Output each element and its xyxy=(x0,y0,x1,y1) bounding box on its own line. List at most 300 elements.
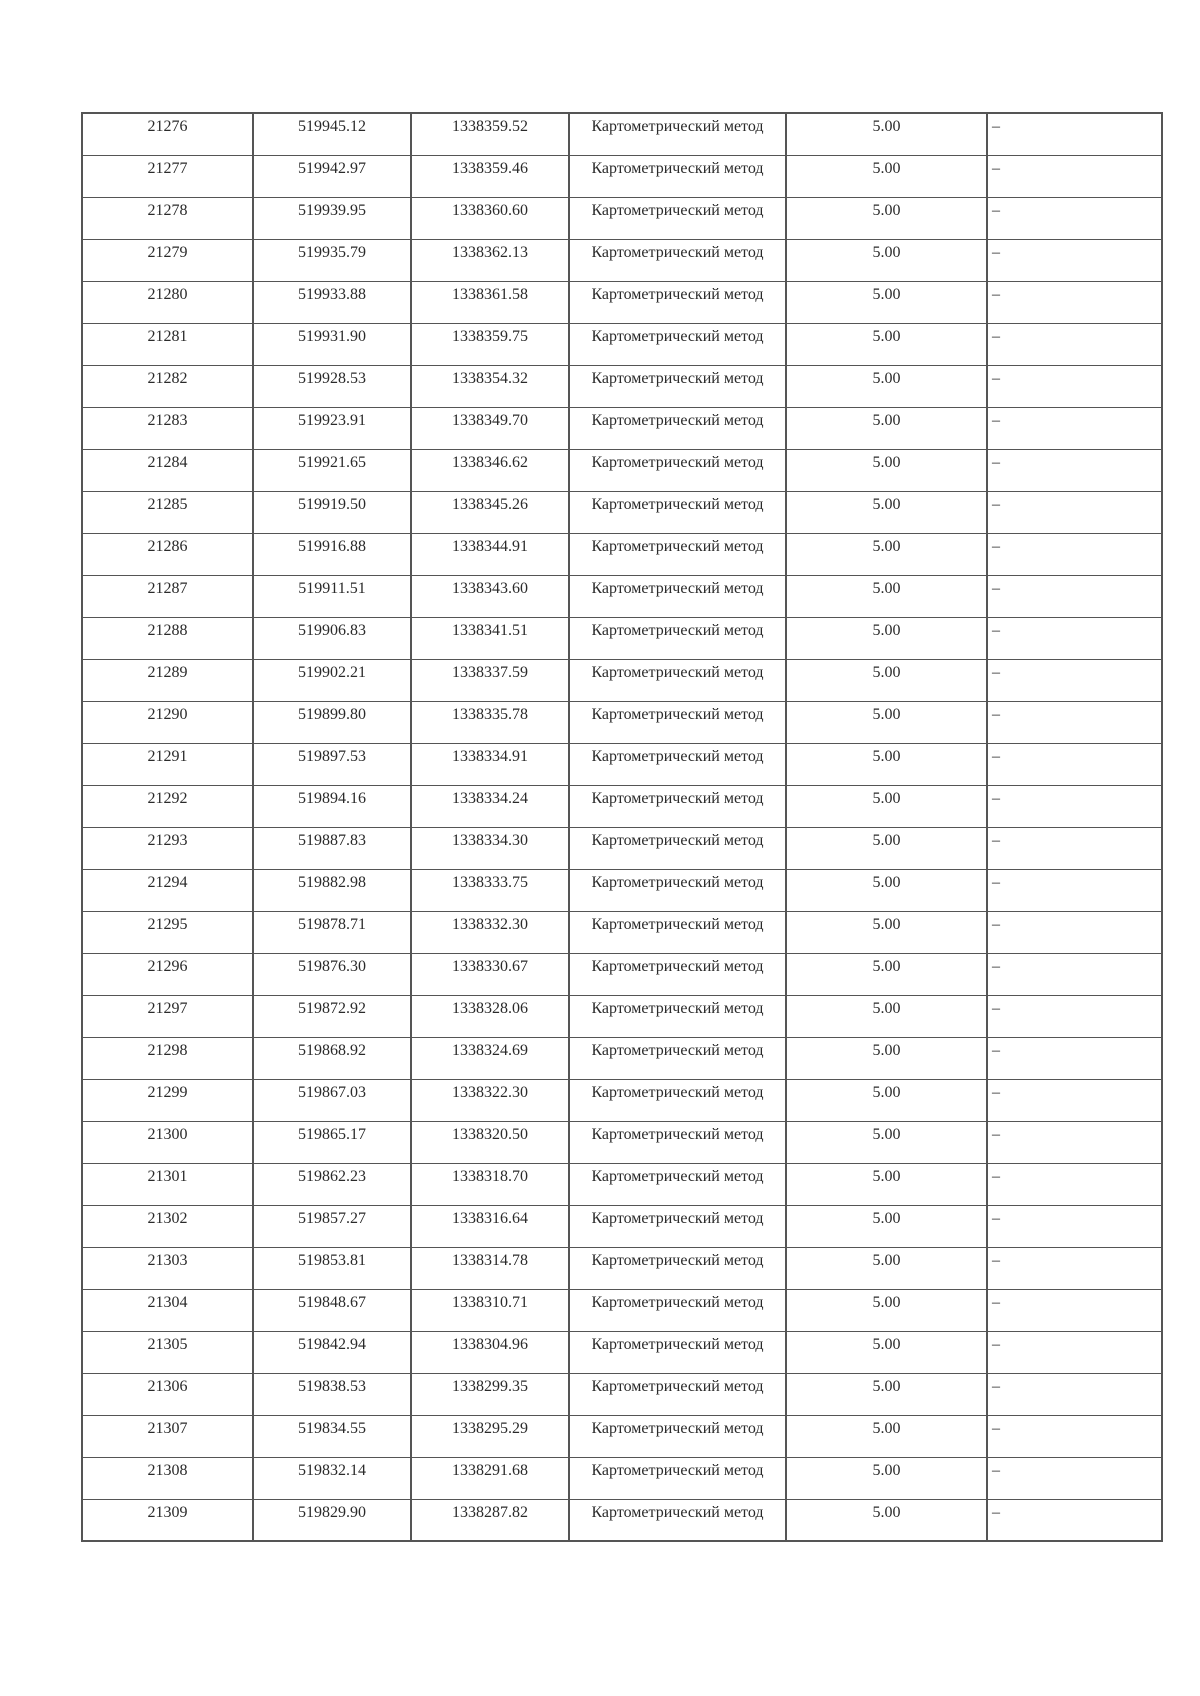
accuracy-cell xyxy=(786,1205,987,1247)
y-coordinate-cell xyxy=(411,281,569,323)
method-cell xyxy=(569,1499,786,1541)
accuracy-cell xyxy=(786,1457,987,1499)
accuracy-cell xyxy=(786,995,987,1037)
description-text: – xyxy=(992,1083,1000,1101)
x-coordinate-cell xyxy=(253,869,411,911)
x-coordinate-text: 519894.16 xyxy=(298,789,366,807)
x-coordinate-text: 519939.95 xyxy=(298,201,366,219)
method-cell xyxy=(569,911,786,953)
y-coordinate-cell xyxy=(411,617,569,659)
x-coordinate-cell xyxy=(253,659,411,701)
description-cell xyxy=(987,197,1162,239)
x-coordinate-text: 519921.65 xyxy=(298,453,366,471)
accuracy-cell xyxy=(786,659,987,701)
point-number-text: 21294 xyxy=(147,873,188,891)
y-coordinate-cell xyxy=(411,1037,569,1079)
accuracy-cell xyxy=(786,1331,987,1373)
description-text: – xyxy=(992,621,1000,639)
point-number-cell xyxy=(82,407,253,449)
table-row xyxy=(82,1247,1162,1289)
y-coordinate-text: 1338287.82 xyxy=(452,1503,528,1521)
x-coordinate-text: 519829.90 xyxy=(298,1503,366,1521)
coordinates-table xyxy=(81,112,1163,1542)
method-cell xyxy=(569,701,786,743)
x-coordinate-text: 519867.03 xyxy=(298,1083,366,1101)
x-coordinate-cell xyxy=(253,113,411,155)
point-number-cell xyxy=(82,1457,253,1499)
description-cell xyxy=(987,533,1162,575)
x-coordinate-cell xyxy=(253,1499,411,1541)
description-text: – xyxy=(992,411,1000,429)
y-coordinate-text: 1338304.96 xyxy=(452,1335,528,1353)
accuracy-text: 5.00 xyxy=(872,1293,901,1311)
y-coordinate-cell xyxy=(411,995,569,1037)
accuracy-cell xyxy=(786,449,987,491)
point-number-cell xyxy=(82,533,253,575)
description-text: – xyxy=(992,663,1000,681)
method-text: Картометрический метод xyxy=(591,705,764,723)
point-number-text: 21291 xyxy=(147,747,188,765)
description-text: – xyxy=(992,285,1000,303)
point-number-cell xyxy=(82,1037,253,1079)
x-coordinate-cell xyxy=(253,575,411,617)
x-coordinate-cell xyxy=(253,1037,411,1079)
y-coordinate-cell xyxy=(411,239,569,281)
y-coordinate-text: 1338332.30 xyxy=(452,915,528,933)
description-text: – xyxy=(992,747,1000,765)
method-cell xyxy=(569,1037,786,1079)
point-number-text: 21303 xyxy=(147,1251,188,1269)
description-cell xyxy=(987,869,1162,911)
y-coordinate-cell xyxy=(411,911,569,953)
point-number-text: 21296 xyxy=(147,957,188,975)
description-cell xyxy=(987,617,1162,659)
description-cell xyxy=(987,1289,1162,1331)
description-cell xyxy=(987,1121,1162,1163)
method-cell xyxy=(569,1415,786,1457)
x-coordinate-cell xyxy=(253,785,411,827)
x-coordinate-text: 519848.67 xyxy=(298,1293,366,1311)
point-number-text: 21309 xyxy=(147,1503,188,1521)
description-cell xyxy=(987,1205,1162,1247)
method-text: Картометрический метод xyxy=(591,495,764,513)
point-number-cell xyxy=(82,1121,253,1163)
point-number-cell xyxy=(82,491,253,533)
x-coordinate-text: 519857.27 xyxy=(298,1209,366,1227)
description-cell xyxy=(987,911,1162,953)
y-coordinate-text: 1338349.70 xyxy=(452,411,528,429)
y-coordinate-cell xyxy=(411,407,569,449)
accuracy-text: 5.00 xyxy=(872,747,901,765)
method-text: Картометрический метод xyxy=(591,537,764,555)
table-row xyxy=(82,1079,1162,1121)
point-number-text: 21307 xyxy=(147,1419,188,1437)
accuracy-text: 5.00 xyxy=(872,663,901,681)
x-coordinate-text: 519935.79 xyxy=(298,243,366,261)
description-cell xyxy=(987,701,1162,743)
table-row xyxy=(82,575,1162,617)
description-cell xyxy=(987,281,1162,323)
point-number-text: 21304 xyxy=(147,1293,188,1311)
x-coordinate-cell xyxy=(253,827,411,869)
description-text: – xyxy=(992,915,1000,933)
accuracy-cell xyxy=(786,239,987,281)
table-row xyxy=(82,365,1162,407)
y-coordinate-text: 1338361.58 xyxy=(452,285,528,303)
y-coordinate-text: 1338320.50 xyxy=(452,1125,528,1143)
x-coordinate-text: 519878.71 xyxy=(298,915,366,933)
description-text: – xyxy=(992,327,1000,345)
y-coordinate-text: 1338362.13 xyxy=(452,243,528,261)
accuracy-cell xyxy=(786,197,987,239)
x-coordinate-cell xyxy=(253,743,411,785)
description-cell xyxy=(987,1079,1162,1121)
point-number-cell xyxy=(82,1205,253,1247)
x-coordinate-cell xyxy=(253,407,411,449)
table-row xyxy=(82,617,1162,659)
method-text: Картометрический метод xyxy=(591,1293,764,1311)
accuracy-cell xyxy=(786,1415,987,1457)
accuracy-text: 5.00 xyxy=(872,537,901,555)
accuracy-text: 5.00 xyxy=(872,579,901,597)
description-cell xyxy=(987,1163,1162,1205)
accuracy-cell xyxy=(786,1499,987,1541)
accuracy-cell xyxy=(786,743,987,785)
point-number-text: 21276 xyxy=(147,118,188,135)
accuracy-cell xyxy=(786,113,987,155)
description-cell xyxy=(987,239,1162,281)
x-coordinate-text: 519862.23 xyxy=(298,1167,366,1185)
method-cell xyxy=(569,743,786,785)
x-coordinate-cell xyxy=(253,617,411,659)
description-cell xyxy=(987,575,1162,617)
point-number-cell xyxy=(82,1373,253,1415)
accuracy-text: 5.00 xyxy=(872,1083,901,1101)
method-cell xyxy=(569,491,786,533)
x-coordinate-cell xyxy=(253,953,411,995)
y-coordinate-text: 1338334.24 xyxy=(452,789,528,807)
accuracy-cell xyxy=(786,701,987,743)
method-text: Картометрический метод xyxy=(591,453,764,471)
description-text: – xyxy=(992,789,1000,807)
method-text: Картометрический метод xyxy=(591,369,764,387)
y-coordinate-text: 1338344.91 xyxy=(452,537,528,555)
x-coordinate-text: 519834.55 xyxy=(298,1419,366,1437)
table-row xyxy=(82,407,1162,449)
point-number-cell xyxy=(82,575,253,617)
accuracy-text: 5.00 xyxy=(872,495,901,513)
y-coordinate-cell xyxy=(411,869,569,911)
y-coordinate-text: 1338318.70 xyxy=(452,1167,528,1185)
description-cell xyxy=(987,1331,1162,1373)
y-coordinate-text: 1338354.32 xyxy=(452,369,528,387)
accuracy-text: 5.00 xyxy=(872,243,901,261)
method-text: Картометрический метод xyxy=(591,621,764,639)
point-number-text: 21277 xyxy=(147,159,188,177)
method-cell xyxy=(569,1079,786,1121)
x-coordinate-cell xyxy=(253,281,411,323)
accuracy-text: 5.00 xyxy=(872,453,901,471)
x-coordinate-text: 519832.14 xyxy=(298,1461,366,1479)
accuracy-cell xyxy=(786,407,987,449)
accuracy-cell xyxy=(786,911,987,953)
point-number-cell xyxy=(82,1247,253,1289)
method-text: Картометрический метод xyxy=(591,579,764,597)
accuracy-text: 5.00 xyxy=(872,915,901,933)
y-coordinate-text: 1338334.30 xyxy=(452,831,528,849)
table-row xyxy=(82,827,1162,869)
x-coordinate-text: 519942.97 xyxy=(298,159,366,177)
method-cell xyxy=(569,617,786,659)
x-coordinate-text: 519931.90 xyxy=(298,327,366,345)
x-coordinate-cell xyxy=(253,1289,411,1331)
accuracy-text: 5.00 xyxy=(872,1419,901,1437)
accuracy-text: 5.00 xyxy=(872,1041,901,1059)
description-text: – xyxy=(992,1041,1000,1059)
y-coordinate-text: 1338359.46 xyxy=(452,159,528,177)
point-number-text: 21295 xyxy=(147,915,188,933)
method-cell xyxy=(569,323,786,365)
accuracy-cell xyxy=(786,869,987,911)
method-cell xyxy=(569,995,786,1037)
point-number-text: 21299 xyxy=(147,1083,188,1101)
method-cell xyxy=(569,953,786,995)
method-text: Картометрический метод xyxy=(591,243,764,261)
x-coordinate-cell xyxy=(253,1205,411,1247)
accuracy-text: 5.00 xyxy=(872,327,901,345)
table-row xyxy=(82,701,1162,743)
method-text: Картометрический метод xyxy=(591,159,764,177)
y-coordinate-cell xyxy=(411,365,569,407)
y-coordinate-text: 1338346.62 xyxy=(452,453,528,471)
method-text: Картометрический метод xyxy=(591,831,764,849)
accuracy-cell xyxy=(786,827,987,869)
x-coordinate-cell xyxy=(253,491,411,533)
point-number-cell xyxy=(82,365,253,407)
method-text: Картометрический метод xyxy=(591,747,764,765)
x-coordinate-text: 519842.94 xyxy=(298,1335,366,1353)
description-text: – xyxy=(992,831,1000,849)
point-number-text: 21289 xyxy=(147,663,188,681)
table-row xyxy=(82,113,1162,155)
method-text: Картометрический метод xyxy=(591,285,764,303)
table-row xyxy=(82,1037,1162,1079)
description-text: – xyxy=(992,369,1000,387)
description-cell xyxy=(987,1247,1162,1289)
y-coordinate-cell xyxy=(411,491,569,533)
point-number-text: 21308 xyxy=(147,1461,188,1479)
method-text: Картометрический метод xyxy=(591,1041,764,1059)
accuracy-cell xyxy=(786,953,987,995)
description-cell xyxy=(987,449,1162,491)
description-cell xyxy=(987,113,1162,155)
x-coordinate-cell xyxy=(253,1331,411,1373)
y-coordinate-cell xyxy=(411,1163,569,1205)
description-text: – xyxy=(992,1461,1000,1479)
accuracy-text: 5.00 xyxy=(872,789,901,807)
description-text: – xyxy=(992,999,1000,1017)
point-number-text: 21302 xyxy=(147,1209,188,1227)
table-row xyxy=(82,1499,1162,1541)
point-number-text: 21279 xyxy=(147,243,188,261)
y-coordinate-cell xyxy=(411,827,569,869)
table-row xyxy=(82,869,1162,911)
y-coordinate-text: 1338334.91 xyxy=(452,747,528,765)
point-number-cell xyxy=(82,911,253,953)
table-row xyxy=(82,491,1162,533)
accuracy-cell xyxy=(786,323,987,365)
description-text: – xyxy=(992,1335,1000,1353)
y-coordinate-text: 1338335.78 xyxy=(452,705,528,723)
accuracy-text: 5.00 xyxy=(872,159,901,177)
method-cell xyxy=(569,239,786,281)
point-number-text: 21287 xyxy=(147,579,188,597)
method-text: Картометрический метод xyxy=(591,1503,764,1521)
accuracy-cell xyxy=(786,1163,987,1205)
method-cell xyxy=(569,1163,786,1205)
description-text: – xyxy=(992,873,1000,891)
point-number-cell xyxy=(82,197,253,239)
accuracy-cell xyxy=(786,155,987,197)
accuracy-text: 5.00 xyxy=(872,1251,901,1269)
table-row xyxy=(82,911,1162,953)
description-text: – xyxy=(992,1419,1000,1437)
y-coordinate-cell xyxy=(411,1205,569,1247)
x-coordinate-text: 519902.21 xyxy=(298,663,366,681)
method-cell xyxy=(569,869,786,911)
y-coordinate-cell xyxy=(411,953,569,995)
table-row xyxy=(82,323,1162,365)
y-coordinate-cell xyxy=(411,701,569,743)
y-coordinate-text: 1338359.52 xyxy=(452,118,528,135)
point-number-cell xyxy=(82,659,253,701)
method-text: Картометрический метод xyxy=(591,1419,764,1437)
y-coordinate-cell xyxy=(411,1289,569,1331)
y-coordinate-text: 1338291.68 xyxy=(452,1461,528,1479)
description-cell xyxy=(987,743,1162,785)
method-cell xyxy=(569,1121,786,1163)
point-number-cell xyxy=(82,701,253,743)
x-coordinate-text: 519876.30 xyxy=(298,957,366,975)
description-text: – xyxy=(992,243,1000,261)
description-text: – xyxy=(992,1293,1000,1311)
table-row xyxy=(82,953,1162,995)
description-cell xyxy=(987,659,1162,701)
description-text: – xyxy=(992,1167,1000,1185)
description-cell xyxy=(987,1499,1162,1541)
x-coordinate-text: 519916.88 xyxy=(298,537,366,555)
y-coordinate-text: 1338295.29 xyxy=(452,1419,528,1437)
y-coordinate-text: 1338345.26 xyxy=(452,495,528,513)
accuracy-cell xyxy=(786,1247,987,1289)
x-coordinate-text: 519945.12 xyxy=(298,118,366,135)
y-coordinate-cell xyxy=(411,785,569,827)
x-coordinate-text: 519897.53 xyxy=(298,747,366,765)
y-coordinate-text: 1338343.60 xyxy=(452,579,528,597)
point-number-text: 21300 xyxy=(147,1125,188,1143)
method-text: Картометрический метод xyxy=(591,1251,764,1269)
point-number-text: 21290 xyxy=(147,705,188,723)
description-text: – xyxy=(992,1377,1000,1395)
description-cell xyxy=(987,323,1162,365)
x-coordinate-cell xyxy=(253,701,411,743)
y-coordinate-text: 1338333.75 xyxy=(452,873,528,891)
point-number-text: 21293 xyxy=(147,831,188,849)
table-row xyxy=(82,449,1162,491)
accuracy-text: 5.00 xyxy=(872,201,901,219)
point-number-text: 21298 xyxy=(147,1041,188,1059)
point-number-cell xyxy=(82,281,253,323)
y-coordinate-text: 1338337.59 xyxy=(452,663,528,681)
x-coordinate-text: 519919.50 xyxy=(298,495,366,513)
point-number-cell xyxy=(82,323,253,365)
method-cell xyxy=(569,575,786,617)
point-number-cell xyxy=(82,239,253,281)
x-coordinate-text: 519838.53 xyxy=(298,1377,366,1395)
point-number-cell xyxy=(82,953,253,995)
table-row xyxy=(82,1415,1162,1457)
accuracy-text: 5.00 xyxy=(872,1167,901,1185)
accuracy-cell xyxy=(786,1373,987,1415)
method-cell xyxy=(569,533,786,575)
point-number-text: 21283 xyxy=(147,411,188,429)
point-number-text: 21301 xyxy=(147,1167,188,1185)
table-row xyxy=(82,995,1162,1037)
y-coordinate-cell xyxy=(411,533,569,575)
method-text: Картометрический метод xyxy=(591,873,764,891)
table-row xyxy=(82,1205,1162,1247)
accuracy-text: 5.00 xyxy=(872,1377,901,1395)
y-coordinate-cell xyxy=(411,1373,569,1415)
point-number-cell xyxy=(82,743,253,785)
table-row xyxy=(82,197,1162,239)
x-coordinate-cell xyxy=(253,1373,411,1415)
table-row xyxy=(82,659,1162,701)
accuracy-cell xyxy=(786,1289,987,1331)
point-number-text: 21286 xyxy=(147,537,188,555)
x-coordinate-text: 519899.80 xyxy=(298,705,366,723)
method-text: Картометрический метод xyxy=(591,1377,764,1395)
y-coordinate-cell xyxy=(411,1457,569,1499)
point-number-cell xyxy=(82,1163,253,1205)
y-coordinate-cell xyxy=(411,197,569,239)
description-cell xyxy=(987,1457,1162,1499)
x-coordinate-cell xyxy=(253,1247,411,1289)
point-number-cell xyxy=(82,1079,253,1121)
y-coordinate-cell xyxy=(411,1499,569,1541)
accuracy-cell xyxy=(786,1121,987,1163)
y-coordinate-cell xyxy=(411,113,569,155)
x-coordinate-cell xyxy=(253,1415,411,1457)
table-row xyxy=(82,743,1162,785)
x-coordinate-cell xyxy=(253,533,411,575)
point-number-text: 21288 xyxy=(147,621,188,639)
table-row xyxy=(82,239,1162,281)
description-text: – xyxy=(992,579,1000,597)
point-number-cell xyxy=(82,1331,253,1373)
point-number-cell xyxy=(82,113,253,155)
x-coordinate-text: 519872.92 xyxy=(298,999,366,1017)
method-text: Картометрический метод xyxy=(591,915,764,933)
method-cell xyxy=(569,197,786,239)
y-coordinate-cell xyxy=(411,575,569,617)
y-coordinate-text: 1338310.71 xyxy=(452,1293,528,1311)
accuracy-cell xyxy=(786,365,987,407)
method-text: Картометрический метод xyxy=(591,118,764,135)
x-coordinate-text: 519865.17 xyxy=(298,1125,366,1143)
point-number-text: 21281 xyxy=(147,327,188,345)
table-row xyxy=(82,1289,1162,1331)
